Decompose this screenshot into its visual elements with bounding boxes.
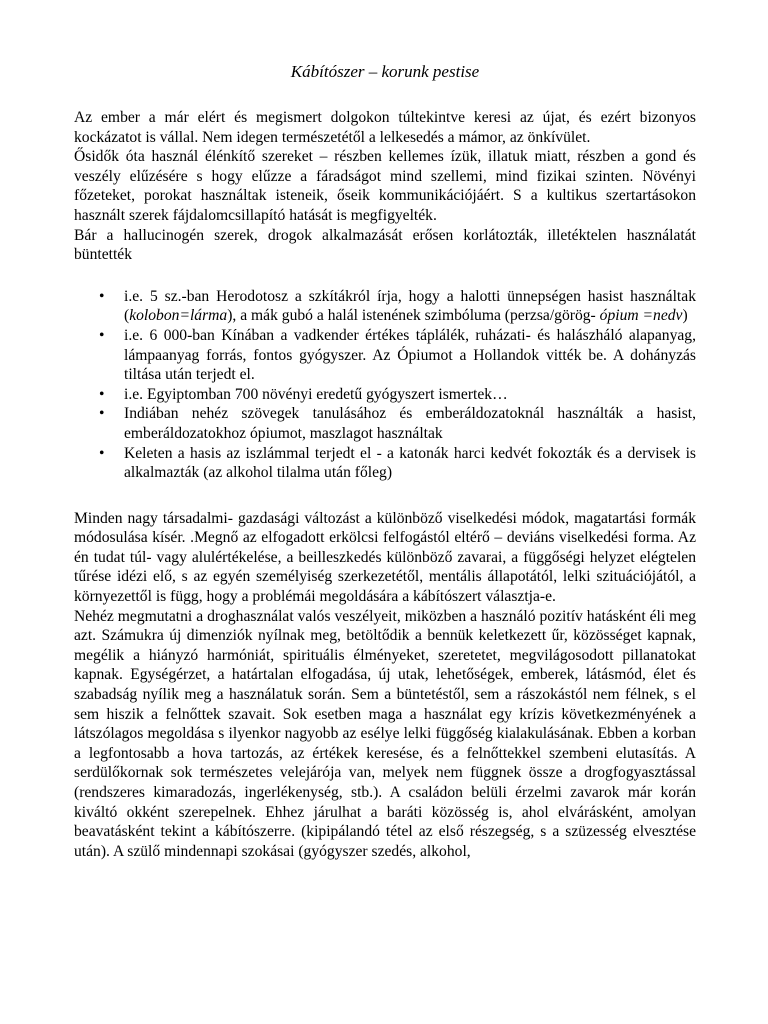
intro-paragraph-1: Az ember a már elért és megismert dolgokon túltekintve keresi az újat, és ezért bizonyos kockázatot is vállal. Nem idegen természetétől a lelkesedés a mámor, az önkívület.	[74, 109, 696, 146]
intro-paragraph-3: Bár a hallucinogén szerek, drogok alkalmazását erősen korlátozták, illetéktelen használatát büntették	[74, 226, 696, 264]
bullet-1-text-c: )	[682, 307, 688, 325]
bullet-1-text-b: ), a mák gubó a halál istenének szimbóluma (perzsa/görög-	[227, 307, 600, 325]
body-paragraph-2: Nehéz megmutatni a droghasználat valós veszélyeit, miközben a használó pozitív hatásként éli meg azt. Számukra új dimenziók nyílnak meg, betöltődik a bennük keletkezett űr, közösséget kapnak, megélik a hiányzó harmóniát, spirituális élményeket, szeretetet, megvilágosodott pillanatokat kapnak. Egységérzet, a határtalan elfogadása, új utak, lehetőségek, emberek, látásmód, élet és szabadság nyílik meg a használatuk során. Sem a büntetéstől, sem a rászokástól nem félnek, s el sem hiszik a felnőttek szavait. Sok esetben maga a használat egy krízis következményének a látszólagos megoldása s ilyenkor nagyobb az esélye lelki függőség kialakulásának. Ebben a korban a legfontosabb a hova tartozás, az értékek keresése, és a felnőttekkel szembeni elutasítás. A serdülőkornak sok természetes velejárója van, melyek nem függnek össze a drogfogyasztással (rendszeres kimaradozás, ingerlékenység, stb.). A családon belüli érzelmi zavarok már korán kiváltó okként szerepelnek. Ehhez járulhat a baráti közösség is, ahol elvárásként, amolyan beavatásként tekint a kábítószerre. (kipipálandó tétel az első részegség, s a szüzesség elvesztése után). A szülő mindennapi szokásai (gyógyszer szedés, alkohol,	[74, 607, 696, 860]
bullet-1-text-a: i.e. 5 sz.-ban Herodotosz a szkítákról írja, hogy a halotti ünnepségen hasist használtak (	[124, 287, 696, 325]
bullet-item-india: • Indiában nehéz szövegek tanulásához és emberáldozatoknál használták a hasist, emberáldozatokhoz ópiumot, maszlagot használtak	[124, 404, 696, 443]
bullet-item-china: • i.e. 6 000-ban Kínában a vadkender értékes táplálék, ruházati- és halászháló alapanyag, lámpaanyag forrás, fontos gyógyszer. Az Ópiumot a Hollandok vitték be. A dohányzás tiltása után terjedt el.	[124, 326, 696, 385]
bullet-item-herodotus	[124, 287, 696, 326]
intro-paragraph-2: Ősidők óta használ élénkítő szereket – részben kellemes ízük, illatuk miatt, részben a gond és veszély elűzésére s hogy elűzze a fáradságot mind szellemi, mind fizikai szinten. Növényi főzeteket, porokat használtak isteneik, őseik kommunikációjáért. S a kultikus szertartásokon használt szerek fájdalomcsillapító hatását is megfigyelték.	[74, 148, 696, 224]
bullet-item-east: • Keleten a hasis az iszlámmal terjedt el - a katonák harci kedvét fokozták és a dervisek is alkalmazták (az alkohol tilalma után főleg)	[124, 444, 696, 483]
document-page	[74, 62, 696, 861]
document-title: Kábítószer – korunk pestise	[290, 62, 480, 81]
body-paragraph-1: Minden nagy társadalmi- gazdasági változást a különböző viselkedési módok, magatartási formák módosulása kísér. .Megnő az elfogadott erkölcsi felfogástól eltérő – deviáns viselkedési forma. Az én tudat túl- vagy alulértékelése, a beilleszkedés különböző zavarai, a függőségi helyzet elégtelen tűrése idézi elő, s az egyén személyiség szerkezetétől, mentális állapotától, lelki szituációjától, a környezettől is függ, hogy a problémái megoldására a kábítószert választja-e.	[74, 509, 696, 606]
bullet-1-term-opium: ópium =nedv	[599, 307, 683, 325]
history-bullet-list	[74, 287, 696, 483]
bullet-1-term-kolobon: kolobon=lárma	[129, 307, 228, 325]
bullet-item-egypt: • i.e. Egyiptomban 700 növényi eredetű gyógyszert ismertek…	[124, 385, 696, 405]
